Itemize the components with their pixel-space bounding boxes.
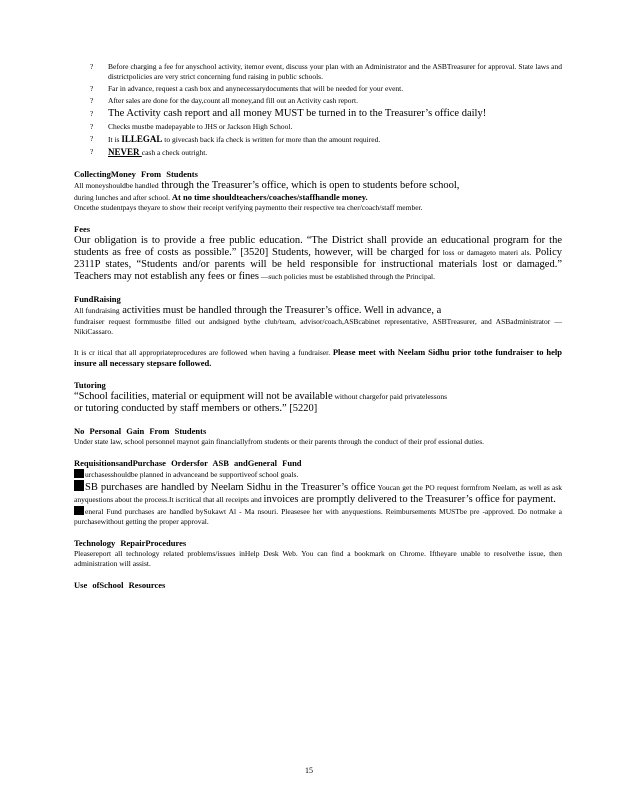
list-item: ? NEVER cash a check outright.: [90, 147, 208, 157]
requisitions-section: [74, 458, 562, 527]
paragraph: eneral Fund purchases are handled bySukawt Al - Ma nsouri. Pleasesee her with anyquestions. Reimbursements MUSTbe pre -approved. Do notmake a purchasewithout getting the proper approval.: [74, 507, 562, 526]
paragraph: SB purchases are handled by Neelam Sidhu in the Treasurer’s office Youcan get the PO request formfrom Neelam, as well as ask anyquestions about the process.It iscritical that all receipts and invoices are promptly delivered to the Treasurer’s office for payment.: [74, 482, 562, 505]
fundraising-section: [74, 294, 562, 369]
paragraph: urchasesshouldbe planned in advanceand be supportiveof school goals.: [74, 469, 562, 480]
collecting-money-section: [74, 169, 562, 213]
paragraph: Oncethe studentpays theyare to show their receipt verifying paymentto their respective tea cher/coach/staff member.: [74, 203, 423, 212]
list-item: ? Before charging a fee for anyschool activity, itemor event, discuss your plan with an Administrator and the ASBTreasurer for approval. State laws and districtpolicies are very strict concerning fund raising in public schools.: [90, 62, 562, 81]
paragraph: during lunches and after school. At no time shouldteachers/coaches/staffhandle money.: [74, 192, 368, 202]
redaction-block: [74, 506, 84, 515]
tutoring-section: [74, 380, 562, 415]
technology-section: [74, 538, 562, 569]
fees-section: [74, 224, 562, 283]
paragraph: Pleasereport all technology related problems/issues inHelp Desk Web. You can find a bookmark on Chrome. Iftheyare unable to resolvethe issue, then administration will assist.: [74, 549, 562, 568]
list-item: ? The Activity cash report and all money MUST be turned in to the Treasurer’s office daily!: [90, 108, 487, 119]
page-number: 15: [305, 766, 313, 775]
section-heading: Fees: [74, 224, 91, 234]
paragraph: Our obligation is to provide a free public education. “The District shall provide an educational program for the students as free of costs as possible.” [3520] Students, however, will be charged for loss or damageto materi als. Policy 2311P states, “Students and/or parents will be held responsible for instructional materials lost or damaged.” Teachers may not establish any fees or fines —such policies must be established through the Principal.: [74, 235, 563, 282]
section-heading: Technology RepairProcedures: [74, 538, 187, 548]
no-personal-gain-section: [74, 426, 562, 447]
section-heading: Use ofSchool Resources: [74, 580, 166, 590]
section-heading: Tutoring: [74, 380, 106, 390]
section-heading: RequisitionsandPurchase Ordersfor ASB andGeneral Fund: [74, 458, 302, 468]
section-heading: No Personal Gain From Students: [74, 426, 207, 436]
page-content: [74, 62, 562, 591]
paragraph: “School facilities, material or equipment will not be available without chargefor paid privatelessons or tutoring conducted by staff members or others.” [5220]: [74, 391, 448, 414]
fundraising-rules-list: [74, 62, 562, 158]
paragraph: fundraiser request formmustbe filled out andsigned bythe club/team, advisor/coach,ASBcabinet representative, ASBTreasurer, and ASBadministrator — NikiCassaro.: [74, 317, 562, 336]
list-item: ? Checks mustbe madepayable to JHS or Jackson High School.: [90, 122, 293, 131]
paragraph: Under state law, school personnel maynot gain financiallyfrom students or their parents through the conduct of their prof essional duties.: [74, 437, 485, 446]
list-item: ? Far in advance, request a cash box and anynecessarydocuments that will be needed for your event.: [90, 84, 404, 93]
paragraph: All fundraising activities must be handled through the Treasurer’s office. Well in advance, a: [74, 305, 442, 316]
redaction-block: [74, 480, 84, 491]
school-resources-section: [74, 580, 562, 591]
section-heading: CollectingMoney From Students: [74, 169, 198, 179]
redaction-block: [74, 469, 84, 478]
section-heading: FundRaising: [74, 294, 121, 304]
paragraph: It is cr itical that all appropriateprocedures are followed when having a fundraiser. Please meet with Neelam Sidhu prior tothe fundraiser to help insure all necessary stepsare followed.: [74, 347, 562, 368]
list-item: ? After sales are done for the day,count all money,and fill out an Activity cash report.: [90, 96, 358, 105]
list-item: ? It is ILLEGAL to givecash back ifa check is written for more than the amount required.: [90, 134, 381, 144]
paragraph: All moneyshouldbe handled through the Treasurer’s office, which is open to students before school,: [74, 180, 460, 191]
